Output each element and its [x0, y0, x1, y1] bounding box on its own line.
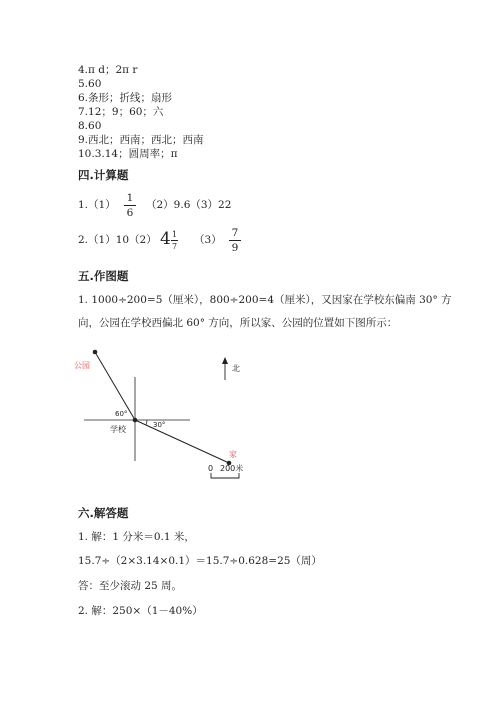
fraction-denominator: 9: [231, 242, 239, 254]
list-item: 4.π d；2π r: [78, 64, 138, 76]
scale-label: 200米: [220, 464, 244, 473]
paragraph-line: 答：至少滚动 25 周。: [78, 580, 183, 592]
list-item: 8.60: [78, 120, 102, 132]
angle-30-label: 30°: [153, 421, 166, 429]
q2-mid: （3）: [194, 234, 222, 246]
scale-bar: [211, 473, 239, 478]
line-to-home: [135, 420, 229, 463]
home-label: 家: [229, 450, 237, 459]
list-item: 5.60: [78, 78, 102, 90]
q1-prefix: 1.（1）: [78, 199, 116, 211]
paragraph-line: 1. 解：1 分米＝0.1 米，: [78, 531, 195, 543]
list-item: 10.3.14；圆周率；π: [78, 148, 178, 160]
paragraph-line: 2. 解：250×（1－40%）: [78, 605, 203, 617]
list-item: 6.条形；折线；扇形: [78, 92, 173, 104]
paragraph-line: 向，公园在学校西偏北 60° 方向，所以家、公园的位置如下图所示：: [78, 317, 398, 329]
angle-arc-30: [146, 420, 147, 425]
park-point: [93, 350, 98, 355]
scale-zero-label: 0: [208, 464, 214, 473]
paragraph-line: 15.7÷（2×3.14×0.1）＝15.7÷0.628=25（周）: [78, 555, 322, 567]
fraction-numerator: 1: [171, 230, 178, 239]
fraction-numerator: 7: [231, 227, 239, 239]
school-label: 学校: [110, 425, 126, 434]
list-item: 9.西北；西南；西北；西南: [78, 134, 204, 146]
section-title: 五.作图题: [78, 269, 129, 283]
fraction-denominator: 6: [126, 207, 134, 219]
list-item: 7.12；9；60；六: [78, 106, 164, 118]
section-title: 六.解答题: [78, 506, 129, 520]
paragraph-line: 1. 1000÷200=5（厘米），800÷200=4（厘米），又因家在学校东偏南 30° 方: [78, 294, 452, 306]
section-title: 四.计算题: [78, 168, 129, 182]
north-label: 北: [232, 364, 240, 373]
park-label: 公园: [74, 361, 90, 370]
fraction-denominator: 7: [171, 242, 178, 251]
fraction-numerator: 1: [126, 192, 134, 204]
north-arrow-head: [222, 357, 228, 364]
angle-60-label: 60°: [115, 410, 128, 418]
q1-rest: （2）9.6（3）22: [146, 199, 232, 211]
mixed-number-whole: 4: [160, 229, 171, 249]
school-point: [133, 418, 138, 423]
q2-prefix: 2.（1）10（2）: [78, 234, 157, 246]
